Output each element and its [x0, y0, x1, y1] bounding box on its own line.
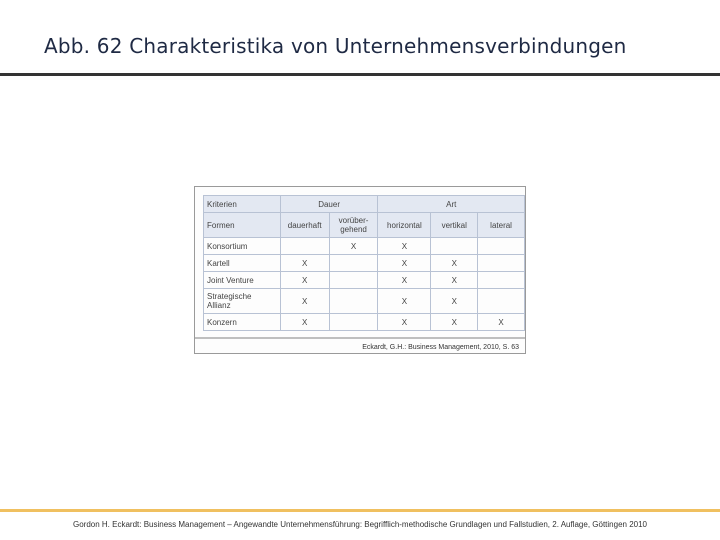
- row-label: Strategische Allianz: [204, 289, 281, 314]
- table-row: [204, 255, 525, 272]
- slide-title: Abb. 62 Charakteristika von Unternehmensverbindungen: [44, 34, 627, 58]
- table-cell: X: [431, 289, 478, 314]
- table-cell: [478, 289, 525, 314]
- table-cell: X: [329, 238, 378, 255]
- table-row: [204, 272, 525, 289]
- table-cell: [478, 255, 525, 272]
- figure-caption: Eckardt, G.H.: Business Management, 2010, S. 63: [362, 344, 519, 351]
- table-cell: [478, 238, 525, 255]
- table-cell: X: [431, 314, 478, 331]
- table-row: [204, 238, 525, 255]
- row-label: Konzern: [204, 314, 281, 331]
- table-cell: X: [280, 255, 329, 272]
- table-cell: X: [378, 272, 431, 289]
- table-row: [204, 314, 525, 331]
- table-cell: [280, 238, 329, 255]
- row-label: Joint Venture: [204, 272, 281, 289]
- criteria-table: [203, 195, 525, 331]
- table-row: [204, 289, 525, 314]
- header-kriterien: Kriterien: [204, 196, 281, 213]
- subheader: dauerhaft: [280, 213, 329, 238]
- table-cell: X: [478, 314, 525, 331]
- table-cell: [329, 255, 378, 272]
- table-cell: [329, 272, 378, 289]
- header-art: Art: [378, 196, 525, 213]
- footer-citation: Gordon H. Eckardt: Business Management – Angewandte Unternehmensführung: Begrifflich-methodische Grundlagen und Fallstudien, 2. Auflage, Göttingen 2010: [73, 520, 647, 529]
- header-formen: Formen: [204, 213, 281, 238]
- figure-divider: [195, 337, 525, 339]
- header-dauer: Dauer: [280, 196, 378, 213]
- table-cell: X: [431, 255, 478, 272]
- table-cell: X: [378, 238, 431, 255]
- table-cell: [329, 289, 378, 314]
- criteria-figure: [194, 186, 526, 354]
- table-cell: [478, 272, 525, 289]
- subheader: horizontal: [378, 213, 431, 238]
- row-label: Konsortium: [204, 238, 281, 255]
- table-cell: X: [280, 314, 329, 331]
- table-cell: X: [280, 272, 329, 289]
- subheader: vertikal: [431, 213, 478, 238]
- table-cell: X: [378, 314, 431, 331]
- footer-divider: [0, 509, 720, 512]
- table-cell: X: [378, 289, 431, 314]
- row-label: Kartell: [204, 255, 281, 272]
- subheader: vorüber-gehend: [329, 213, 378, 238]
- subheader: lateral: [478, 213, 525, 238]
- table-cell: X: [280, 289, 329, 314]
- table-cell: [431, 238, 478, 255]
- title-divider: [0, 73, 720, 76]
- table-cell: X: [378, 255, 431, 272]
- table-cell: X: [431, 272, 478, 289]
- table-cell: [329, 314, 378, 331]
